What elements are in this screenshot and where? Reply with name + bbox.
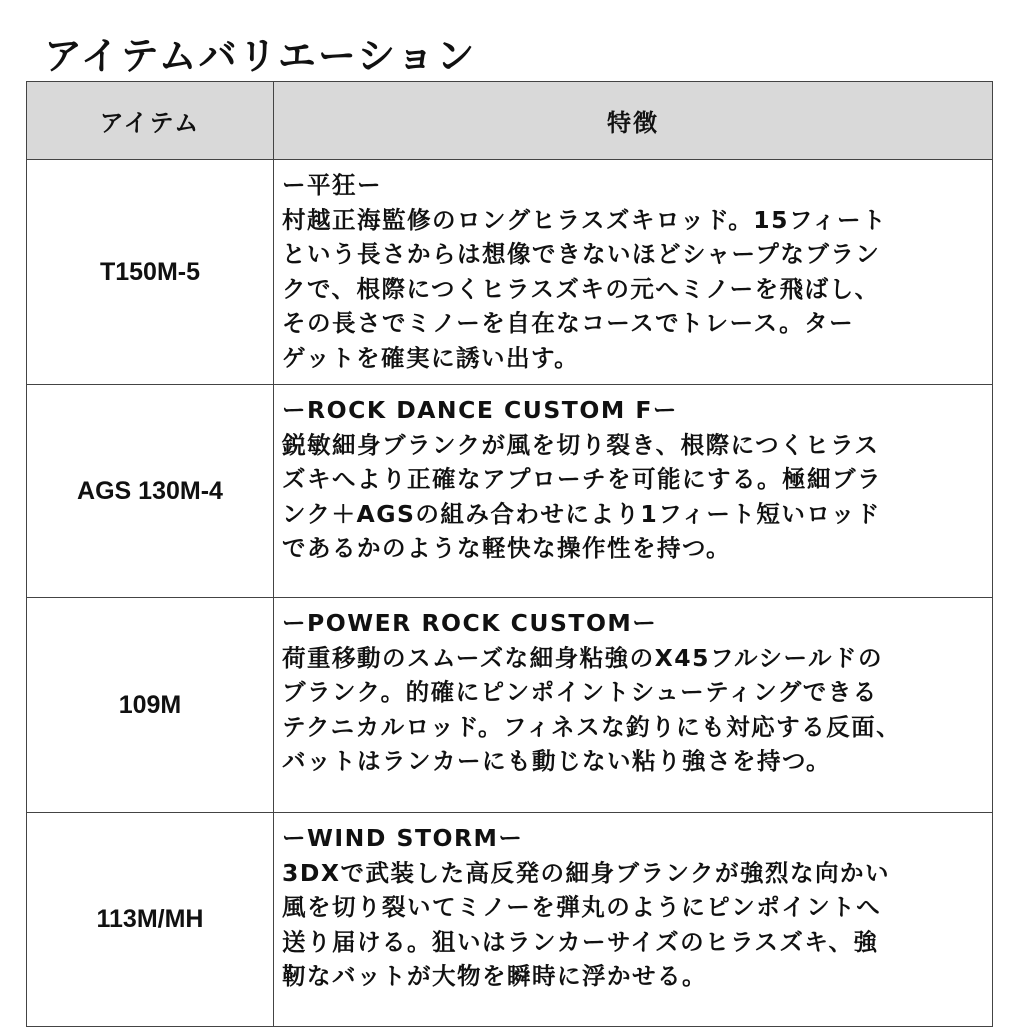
table-row [27, 813, 993, 1027]
feature-text-line: 3DXで武装した高反発の細身ブランクが強烈な向かい [282, 858, 891, 887]
table-row [27, 598, 993, 813]
feature-text-line: 送り届ける。狙いはランカーサイズのヒラスズキ、強 [282, 927, 879, 956]
item-name-cell: 109M [27, 598, 274, 813]
feature-text-line: その長さでミノーを自在なコースでトレース。ター [282, 309, 855, 337]
feature-text-line: 村越正海監修のロングヒラスズキロッド。15フィート [282, 205, 888, 234]
feature-text-line: クで、根際につくヒラスズキの元へミノーを飛ばし、 [282, 274, 880, 303]
feature-text-line: ズキへより正確なアプローチを可能にする。極細ブラ [282, 465, 882, 493]
feature-text-line: 荷重移動のスムーズな細身粘強のX45フルシールドの [282, 643, 883, 672]
feature-text-line: であるかのような軽快な操作性を持つ。 [282, 534, 732, 562]
feature-text-line: バットはランカーにも動じない粘り強さを持つ。 [282, 747, 832, 775]
table-body [27, 160, 993, 1027]
feature-text-line: ンク＋AGSの組み合わせにより1フィート短いロッド [282, 499, 881, 528]
feature-text-line: ブランク。的確にピンポイントシューティングできる [282, 678, 878, 706]
feature-text-line: という長さからは想像できないほどシャープなブラン [282, 240, 881, 268]
feature-subtitle: ーPOWER ROCK CUSTOMー [282, 609, 658, 637]
table-row [27, 160, 993, 385]
table-row [27, 385, 993, 598]
feature-cell [274, 813, 993, 1027]
feature-cell [274, 598, 993, 813]
feature-subtitle: ーWIND STORMー [282, 824, 524, 852]
feature-text-line: 靭なバットが大物を瞬時に浮かせる。 [282, 962, 707, 990]
feature-text-line: 風を切り裂いてミノーを弾丸のようにピンポイントへ [282, 893, 882, 921]
table-header-row [27, 82, 993, 160]
header-item: アイテム [27, 82, 274, 160]
feature-subtitle: ー平狂ー [282, 171, 382, 199]
item-variation-table [26, 81, 993, 1027]
feature-cell [274, 160, 993, 385]
feature-cell [274, 385, 993, 598]
feature-subtitle: ーROCK DANCE CUSTOM Fー [282, 396, 678, 424]
feature-text-line: テクニカルロッド。フィネスな釣りにも対応する反面、 [282, 712, 902, 741]
feature-text-line: 鋭敏細身ブランクが風を切り裂き、根際につくヒラス [282, 430, 880, 459]
item-name-cell: T150M-5 [27, 160, 274, 385]
page-title: アイテムバリエーション [44, 34, 477, 78]
table-header [27, 82, 993, 160]
item-name-cell: AGS 130M-4 [27, 385, 274, 598]
feature-text-line: ゲットを確実に誘い出す。 [282, 343, 580, 372]
item-name-cell: 113M/MH [27, 813, 274, 1027]
header-feature: 特徴 [274, 82, 993, 160]
